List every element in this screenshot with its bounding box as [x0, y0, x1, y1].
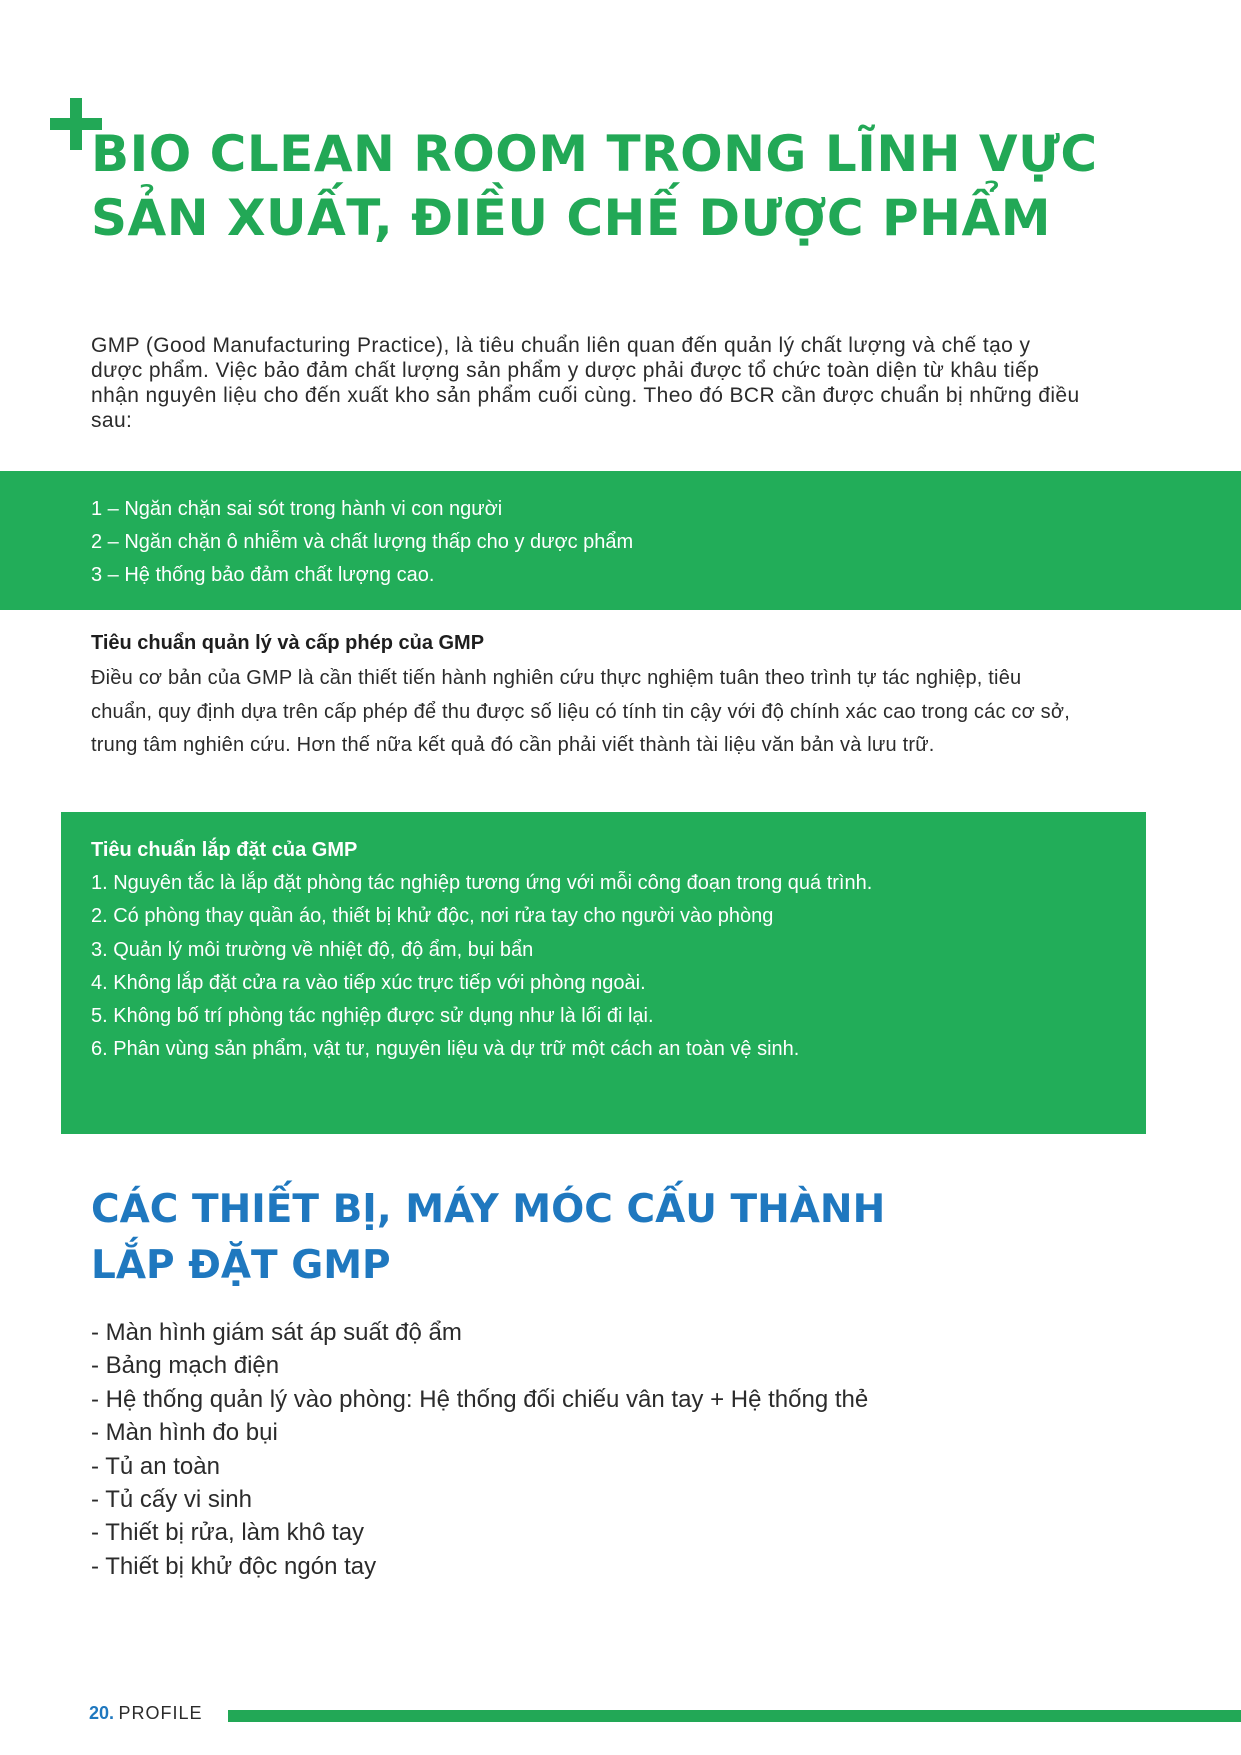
installation-item: 4. Không lắp đặt cửa ra vào tiếp xúc trực tiếp với phòng ngoài. — [91, 971, 646, 994]
equipment-title-line-2: LẮP ĐẶT GMP — [91, 1243, 391, 1288]
equipment-item: - Màn hình đo bụi — [91, 1419, 278, 1447]
requirement-item: 1 – Ngăn chặn sai sót trong hành vi con người — [91, 498, 503, 520]
equipment-item: - Tủ cấy vi sinh — [91, 1485, 252, 1513]
management-heading: Tiêu chuẩn quản lý và cấp phép của GMP — [91, 632, 485, 654]
installation-item: 6. Phân vùng sản phẩm, vật tư, nguyên liệu và dự trữ một cách an toàn vệ sinh. — [91, 1038, 800, 1061]
installation-heading: Tiêu chuẩn lắp đặt của GMP — [91, 839, 358, 861]
management-section — [91, 628, 1087, 763]
equipment-item: - Thiết bị rửa, làm khô tay — [91, 1519, 365, 1547]
equipment-item: - Màn hình giám sát áp suất độ ẩm — [91, 1319, 462, 1346]
installation-item: 1. Nguyên tắc là lắp đặt phòng tác nghiệp tương ứng với mỗi công đoạn trong quá trình. — [91, 872, 873, 894]
installation-list — [91, 867, 1146, 1067]
installation-item: 3. Quản lý môi trường về nhiệt độ, độ ẩm, bụi bẩn — [91, 938, 534, 961]
equipment-title — [91, 1182, 885, 1294]
page-title-line-1: BIO CLEAN ROOM TRONG LĨNH VỰC — [91, 125, 1098, 183]
page-number: 20. — [89, 1703, 115, 1723]
equipment-title-line-1: CÁC THIẾT BỊ, MÁY MÓC CẤU THÀNH — [91, 1187, 886, 1232]
installation-band — [61, 812, 1146, 1134]
management-body: Điều cơ bản của GMP là cần thiết tiến hành nghiên cứu thực nghiệm tuân theo trình tự tác nghiệp, tiêu chuẩn, quy định dựa trên cấp phép để thu được số liệu có tính tin cậy với độ chính xác cao trong các cơ sở, trung tâm nghiên cứu. Hơn thế nữa kết quả đó cần phải viết thành tài liệu văn bản và lưu trữ. — [91, 667, 1070, 756]
requirement-item: 2 – Ngăn chặn ô nhiễm và chất lượng thấp cho y dược phẩm — [91, 531, 634, 553]
requirements-band — [0, 471, 1241, 610]
installation-item: 5. Không bố trí phòng tác nghiệp được sử dụng như là lối đi lại. — [91, 1005, 654, 1028]
equipment-item: - Hệ thống quản lý vào phòng: Hệ thống đối chiếu vân tay + Hệ thống thẻ — [91, 1385, 869, 1413]
equipment-item: - Thiết bị khử độc ngón tay — [91, 1552, 377, 1580]
equipment-item: - Tủ an toàn — [91, 1452, 220, 1480]
equipment-list — [91, 1316, 868, 1583]
equipment-item: - Bảng mạch điện — [91, 1352, 280, 1380]
intro-paragraph: GMP (Good Manufacturing Practice), là tiêu chuẩn liên quan đến quản lý chất lượng và chế tạo y dược phẩm. Việc bảo đảm chất lượng sản phẩm y dược phải được tổ chức toàn diện từ khâu tiếp nhận nguyên liệu cho đến xuất kho sản phẩm cuối cùng. Theo đó BCR cần được chuẩn bị những điều sau: — [91, 334, 1080, 432]
page-title-line-2: SẢN XUẤT, ĐIỀU CHẾ DƯỢC PHẨM — [91, 189, 1051, 247]
requirements-list — [0, 471, 1241, 592]
footer-label: PROFILE — [118, 1703, 203, 1723]
requirement-item: 3 – Hệ thống bảo đảm chất lượng cao. — [91, 564, 435, 586]
installation-item: 2. Có phòng thay quần áo, thiết bị khử độc, nơi rửa tay cho người vào phòng — [91, 905, 774, 928]
page-title — [91, 122, 1201, 250]
footer-divider — [228, 1710, 1241, 1722]
page-footer — [89, 1703, 203, 1729]
